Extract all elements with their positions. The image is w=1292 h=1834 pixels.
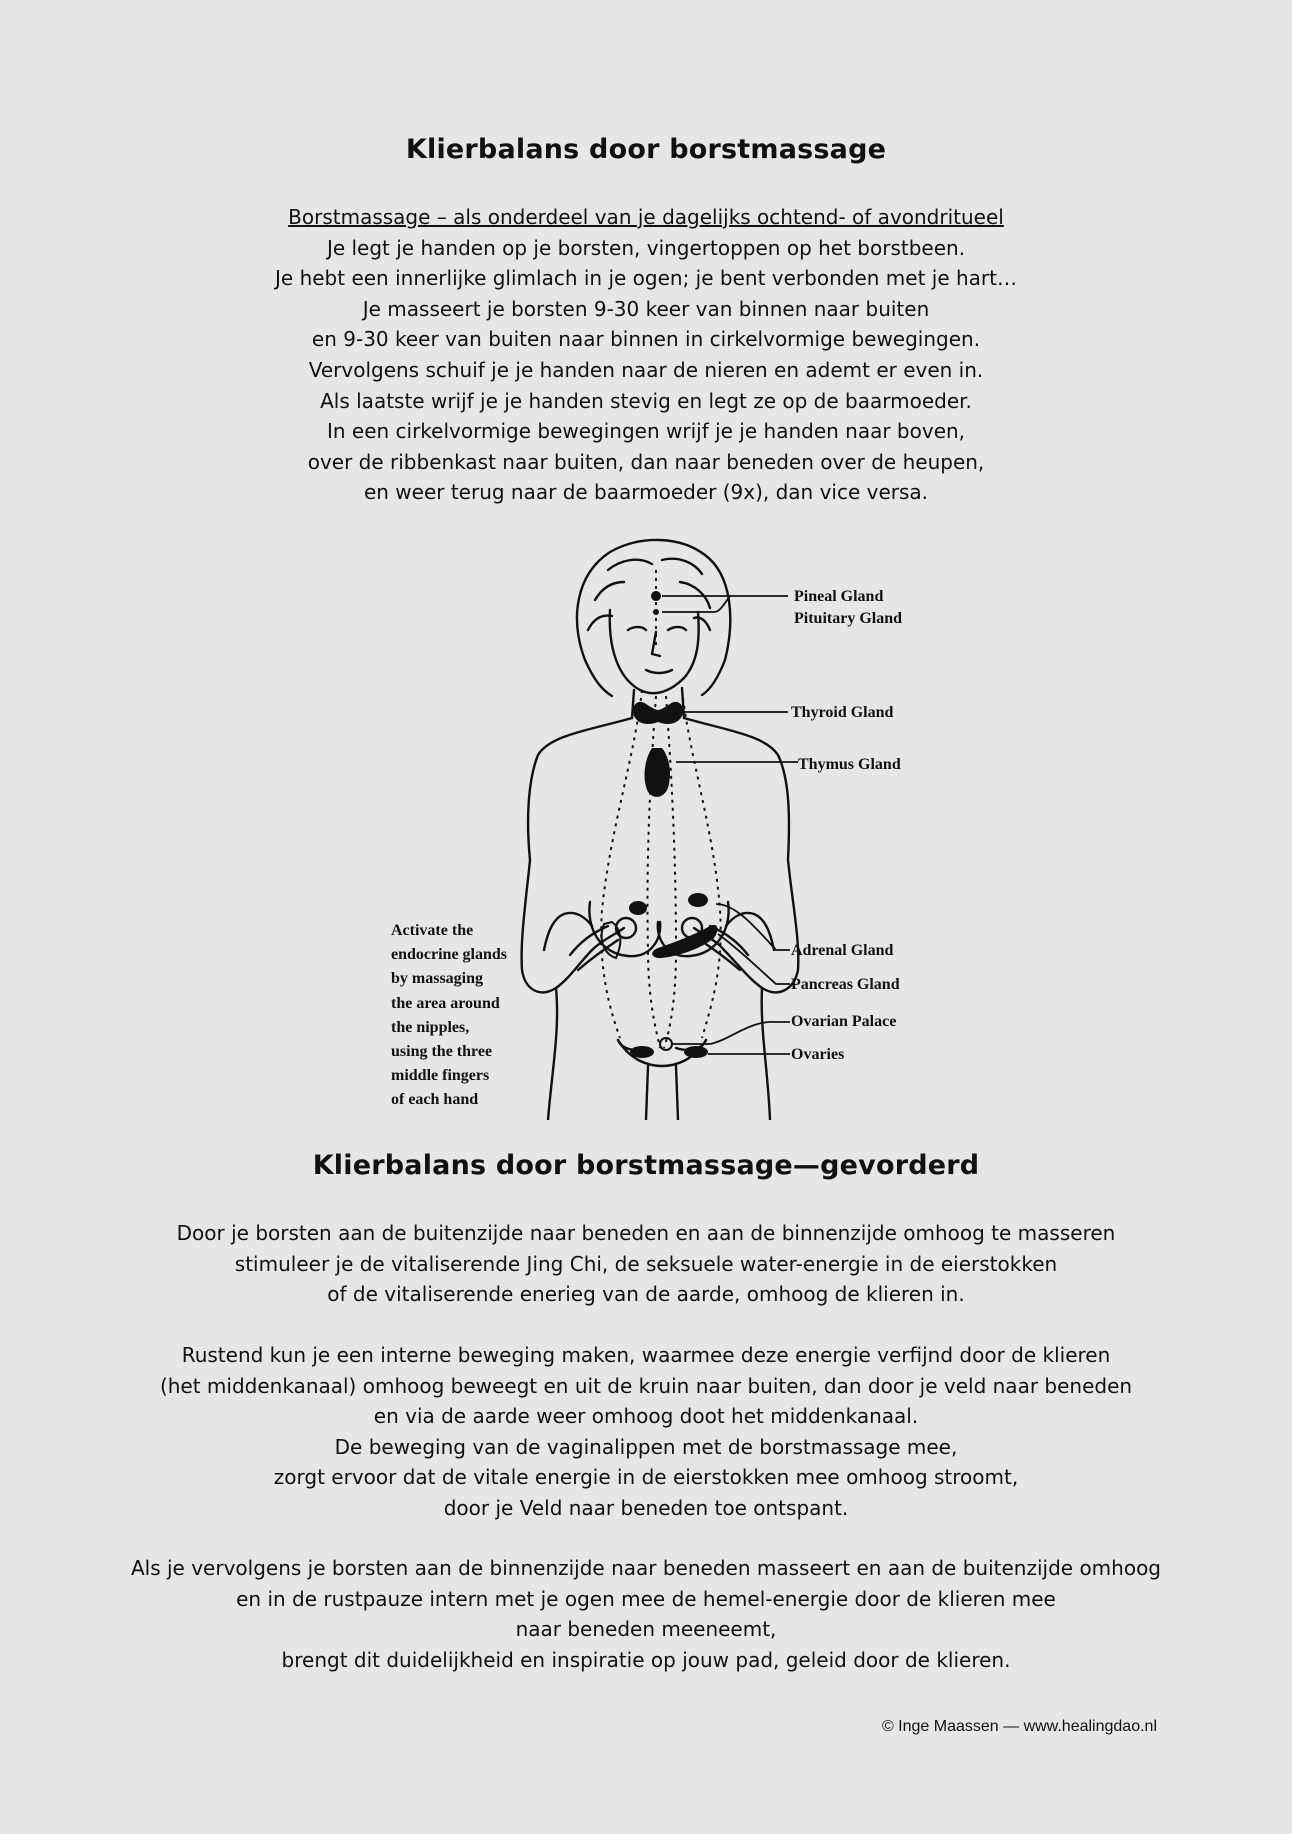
intro-line: Je hebt een innerlijke glimlach in je ogen; je bent verbonden met je hart… (275, 266, 1017, 291)
side-note-line: the area around (391, 994, 500, 1012)
side-note-line: endocrine glands (391, 946, 508, 964)
intro-line: Je legt je handen op je borsten, vingertoppen op het borstbeen. (326, 235, 966, 260)
pineal-gland-mark (651, 591, 661, 601)
intro-line: en 9-30 keer van buiten naar binnen in cirkelvormige bewegingen. (311, 327, 981, 352)
figure-outline (522, 540, 799, 1120)
paragraph-line: Rustend kun je een interne beweging maken, waarmee deze energie verfijnd door de klieren (181, 1343, 1111, 1367)
thyroid-gland-mark (633, 702, 683, 724)
paragraph-line: (het middenkanaal) omhoog beweegt en uit de kruin naar buiten, dan door je veld naar beneden (159, 1373, 1133, 1398)
label-pituitary-gland: Pituitary Gland (794, 610, 903, 627)
adrenal-left-mark (629, 901, 647, 915)
label-ovarian-palace: Ovarian Palace (791, 1013, 897, 1030)
label-leaders (662, 596, 798, 1054)
side-note-line: using the three (391, 1043, 493, 1061)
advanced-paragraph-3 (0, 1553, 1292, 1675)
paragraph-line: door je Veld naar beneden toe ontspant. (443, 1495, 849, 1520)
paragraph-line: zorgt ervoor dat de vitale energie in de eierstokken mee omhoog stroomt, (273, 1465, 1019, 1490)
ovary-left-mark (630, 1046, 654, 1058)
side-note-line: the nipples, (391, 1018, 470, 1036)
intro-line: en weer terug naar de baarmoeder (9x), dan vice versa. (363, 480, 929, 505)
pituitary-gland-mark (653, 609, 659, 615)
advanced-paragraph-2 (0, 1340, 1292, 1524)
adrenal-right-mark (688, 893, 708, 907)
paragraph-line: stimuleer je de vitaliserende Jing Chi, de seksuele water-energie in de eierstokken (234, 1251, 1058, 1276)
label-thyroid-gland: Thyroid Gland (791, 704, 894, 721)
intro-line: Als laatste wrijf je je handen stevig en legt ze op de baarmoeder. (320, 388, 972, 413)
section-title-advanced: Klierbalans door borstmassage—gevorderd (312, 1150, 980, 1181)
paragraph-line: Door je borsten aan de buitenzijde naar beneden en aan de binnenzijde omhoog te masseren (176, 1221, 1116, 1245)
side-note-line: middle fingers (391, 1067, 490, 1085)
intro-subtitle: Borstmassage – als onderdeel van je dagelijks ochtend- of avondritueel (288, 205, 1004, 229)
intro-text (0, 202, 1292, 508)
page-title: Klierbalans door borstmassage (405, 134, 887, 165)
paragraph-line: Als je vervolgens je borsten aan de binnenzijde naar beneden masseert en aan de buitenzijde omhoog (130, 1556, 1162, 1580)
intro-line: over de ribbenkast naar buiten, dan naar beneden over de heupen, (307, 449, 985, 474)
label-pineal-gland: Pineal Gland (794, 588, 884, 605)
paragraph-line: De beweging van de vaginalippen met de borstmassage mee, (334, 1434, 958, 1459)
side-note-line: of each hand (391, 1091, 479, 1109)
side-note-line: by massaging (391, 970, 484, 988)
label-pancreas-gland: Pancreas Gland (791, 976, 900, 993)
thymus-gland-mark (645, 748, 670, 797)
label-adrenal-gland: Adrenal Gland (791, 942, 894, 959)
side-note-line: Activate the (391, 922, 474, 939)
intro-line: In een cirkelvormige bewegingen wrijf je je handen naar boven, (326, 419, 966, 444)
advanced-paragraph-1 (0, 1218, 1292, 1310)
copyright-footer: © Inge Maassen — www.healingdao.nl (881, 1718, 1157, 1735)
paragraph-line: naar beneden meeneemt, (515, 1617, 777, 1642)
energy-paths (601, 570, 720, 1048)
paragraph-line: en via de aarde weer omhoog doot het middenkanaal. (373, 1404, 919, 1429)
intro-line: Je masseert je borsten 9-30 keer van binnen naar buiten (362, 296, 930, 321)
diagram-side-note (391, 919, 541, 1113)
label-thymus-gland: Thymus Gland (798, 756, 901, 773)
paragraph-line: brengt dit duidelijkheid en inspiratie op jouw pad, geleid door de klieren. (281, 1647, 1011, 1672)
intro-line: Vervolgens schuif je je handen naar de nieren en ademt er even in. (308, 357, 984, 382)
paragraph-line: of de vitaliserende enerieg van de aarde, omhoog de klieren in. (327, 1282, 965, 1307)
paragraph-line: en in de rustpauze intern met je ogen mee de hemel-energie door de klieren mee (236, 1586, 1056, 1611)
label-ovaries: Ovaries (791, 1046, 845, 1063)
ovary-right-mark (684, 1046, 708, 1058)
